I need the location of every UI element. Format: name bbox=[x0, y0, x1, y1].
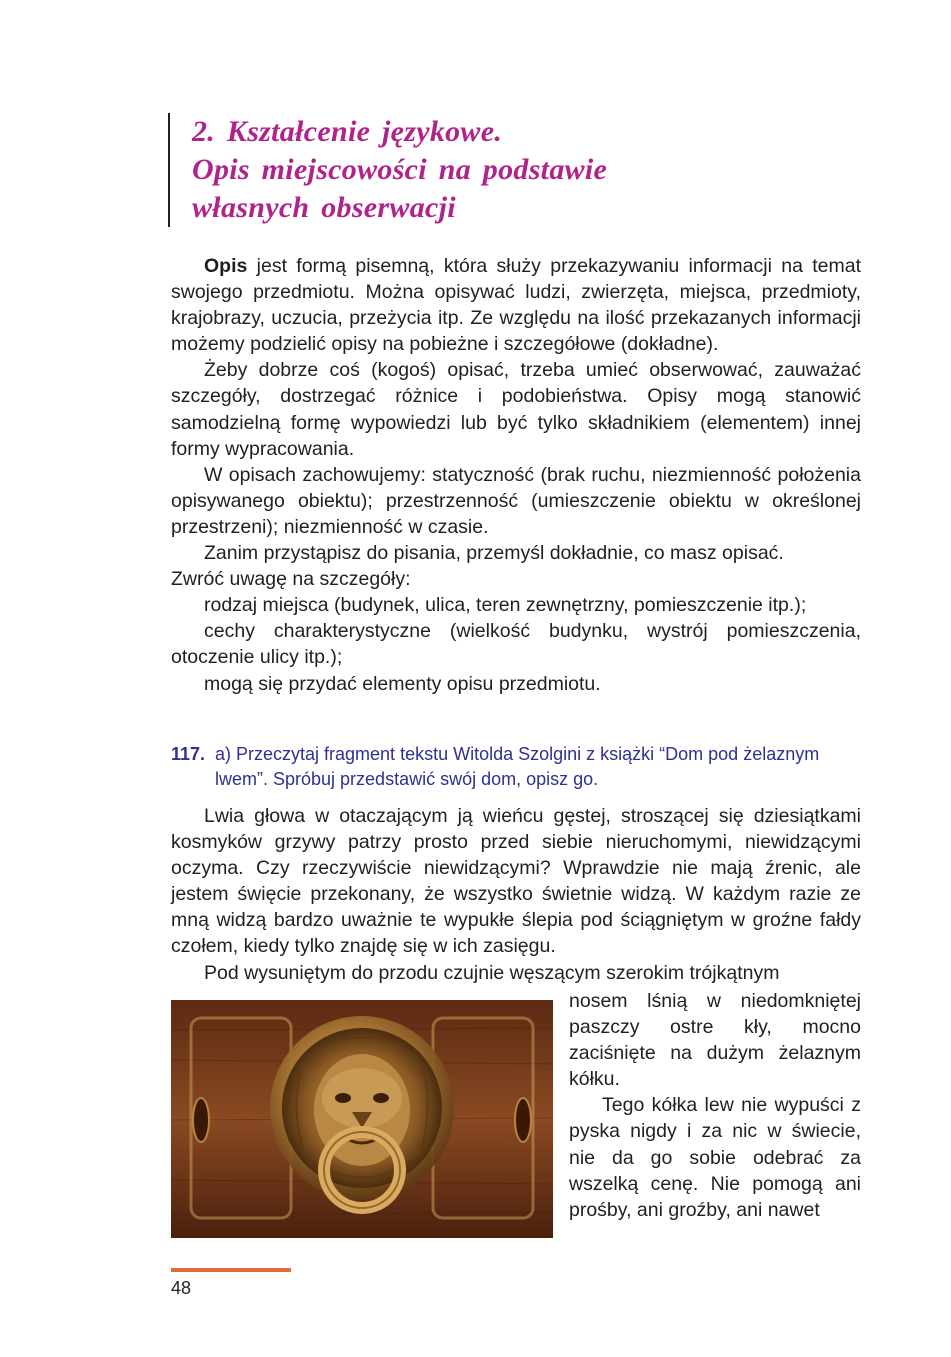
intro-paragraph-1-text: jest formą pisemną, która służy przekazywaniu informacji na temat swojego przedmiotu. Można opisywać ludzi, zwierzęta, miejsca, przedmioty, krajobrazy, uczucia, przeżycia itp. Ze względu na ilość przekazanych informacji możemy podzielić opisy na pobieżne i szczegółowe (dokładne). bbox=[171, 255, 861, 356]
excerpt-wrap-text bbox=[569, 988, 861, 1223]
exercise-instruction bbox=[171, 742, 861, 792]
intro-paragraph-5: Zwróć uwagę na szczegóły: bbox=[171, 568, 411, 591]
intro-list-item-3: mogą się przydać elementy opisu przedmiotu. bbox=[204, 672, 601, 695]
heading-line-1: 2. Kształcenie językowe. bbox=[192, 115, 503, 148]
term-opis: Opis bbox=[204, 255, 248, 277]
section-heading bbox=[168, 113, 892, 227]
excerpt-paragraph-1: Lwia głowa w otaczającym ją wieńcu gęstej, stroszącej się dziesiątkami kosmyków grzywy patrzy prosto przed siebie nieruchomymi, niewidzącymi oczyma. Czy rzeczywiście niewidzącymi? Wprawdzie nie mają źrenic, ale jestem święcie przekonany, że wszystko świetnie widzą. W każdym razie ze mną widzą bardzo uważnie te wypukłe ślepia pod ściągniętym w groźne fałdy czołem, kiedy tylko znajdę się w ich zasięgu. bbox=[171, 805, 861, 958]
heading-line-3: własnych obserwacji bbox=[192, 191, 456, 224]
intro-text bbox=[171, 253, 861, 697]
heading-line-2: Opis miejscowości na podstawie bbox=[192, 153, 608, 186]
exercise-117 bbox=[171, 742, 861, 792]
excerpt-paragraph-2-start: Pod wysuniętym do przodu czujnie węszącym szerokim trójkątnym bbox=[204, 961, 780, 984]
intro-paragraph-2: Żeby dobrze coś (kogoś) opisać, trzeba umieć obserwować, zauważać szczegóły, dostrzegać różnice i podobieństwa. Opisy mogą stanowić samodzielną formę wypowiedzi lub być tylko składnikiem (elementem) innej formy wypracowania. bbox=[171, 359, 861, 460]
excerpt-paragraph-3: Tego kółka lew nie wypuści z pyska nigdy i za nic w świecie, nie da go sobie odebrać za wszelką cenę. Nie pomogą ani prośby, ani groźby, ani nawet bbox=[569, 1094, 861, 1221]
intro-paragraph-3: W opisach zachowujemy: statyczność (brak ruchu, niezmienność położenia opisywanego obiektu); przestrzenność (umieszczenie obiektu w określonej przestrzeni); niezmienność w czasie. bbox=[171, 463, 861, 538]
page-number: 48 bbox=[171, 1278, 192, 1298]
intro-list-item-2: cechy charakterystyczne (wielkość budynku, wystrój pomieszczenia, otoczenie ulicy itp.); bbox=[171, 620, 861, 669]
intro-paragraph-4: Zanim przystąpisz do pisania, przemyśl dokładnie, co masz opisać. bbox=[204, 542, 784, 565]
exercise-number: 117. bbox=[171, 744, 206, 764]
footer-rule bbox=[171, 1268, 291, 1272]
excerpt-text bbox=[171, 803, 861, 986]
exercise-line-1: a) Przeczytaj fragment tekstu Witolda Szolgini z książki “Dom pod żelaznym bbox=[215, 744, 820, 764]
lion-knocker-image bbox=[171, 1000, 553, 1238]
lion-knocker-illustration bbox=[171, 1000, 553, 1238]
intro-list-item-1: rodzaj miejsca (budynek, ulica, teren zewnętrzny, pomieszczenie itp.); bbox=[204, 594, 807, 617]
exercise-line-2: lwem”. Spróbuj przedstawić swój dom, opisz go. bbox=[215, 769, 599, 789]
intro-paragraph-1 bbox=[171, 253, 861, 357]
excerpt-paragraph-2-wrap: nosem lśnią w niedomkniętej paszczy ostre kły, mocno zaciśnięte na dużym żelaznym kółku. bbox=[569, 990, 861, 1091]
